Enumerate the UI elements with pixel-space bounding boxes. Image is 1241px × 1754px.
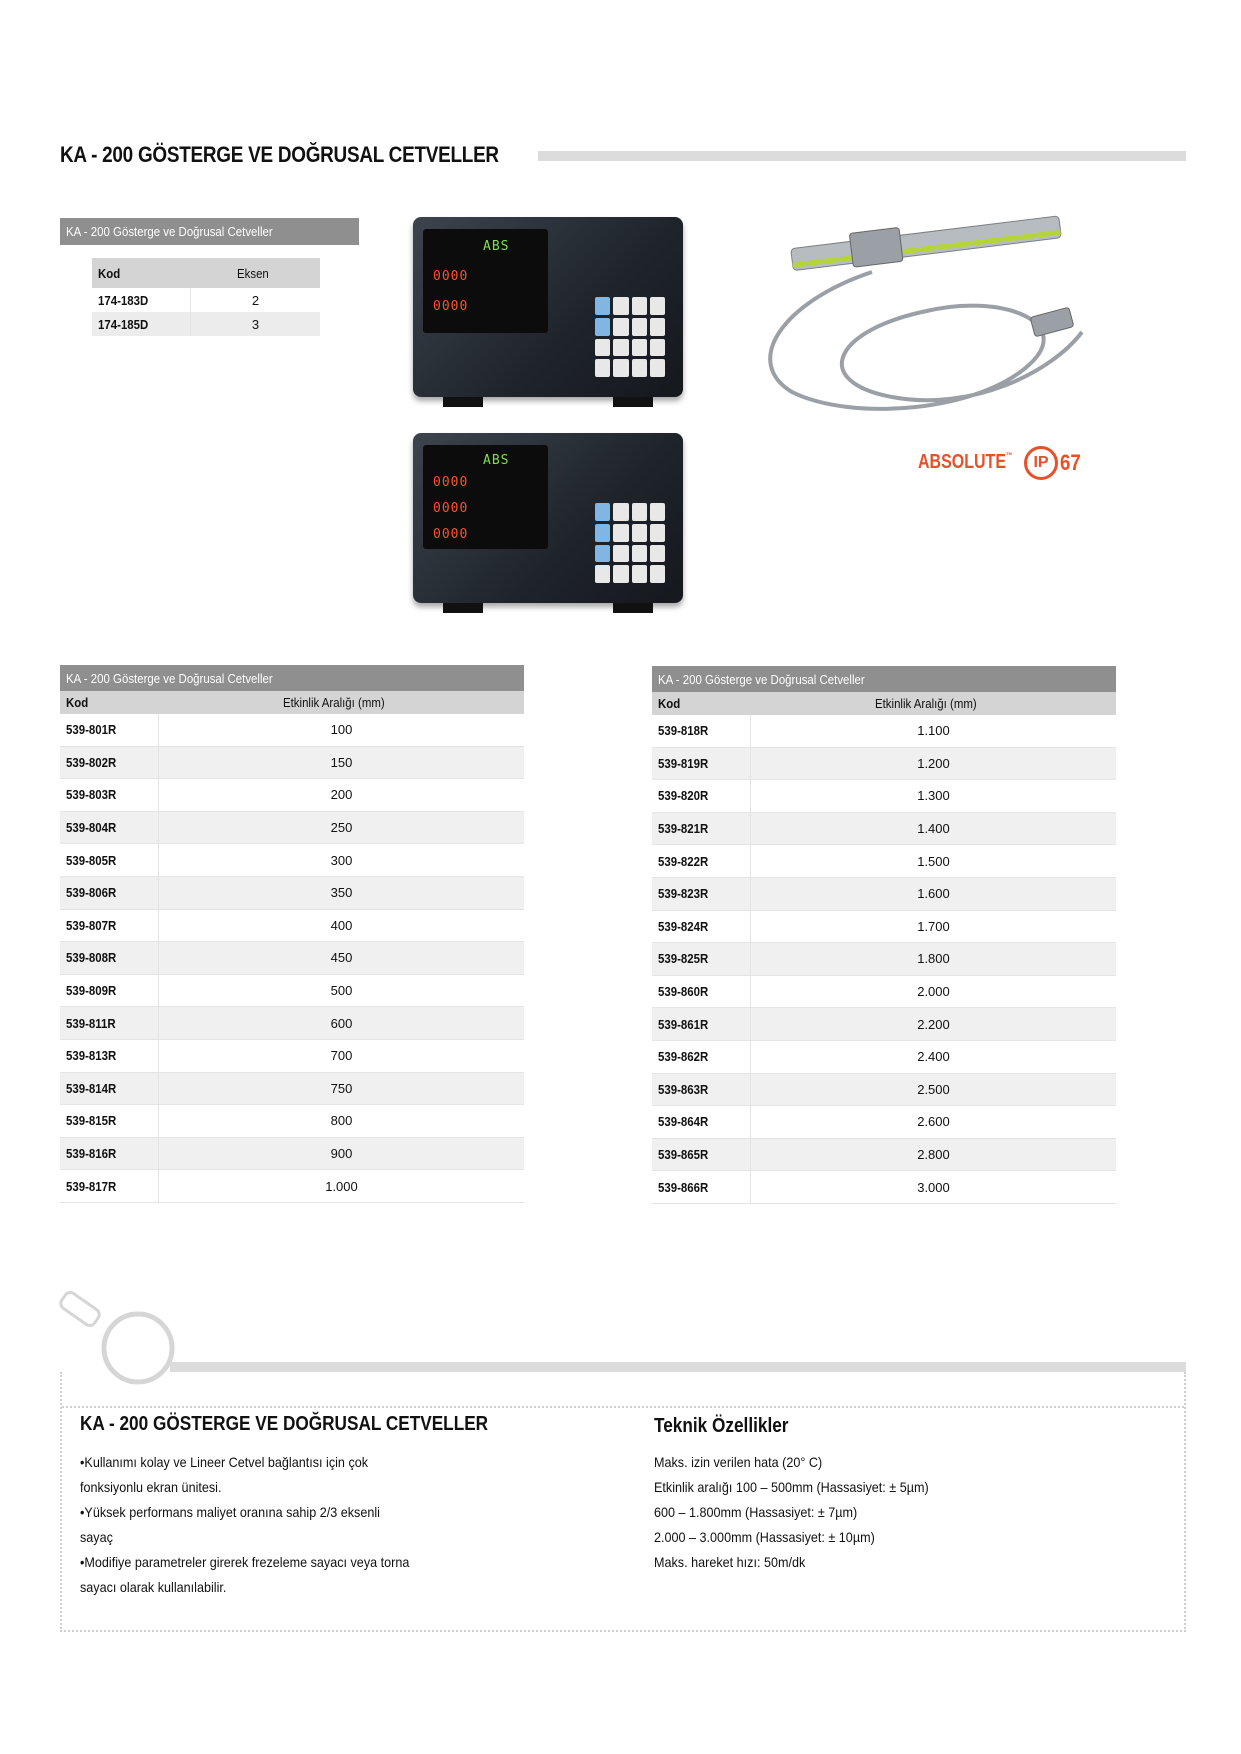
spec-line: Maks. izin verilen hata (20° C) xyxy=(654,1454,823,1470)
row-code xyxy=(652,1040,751,1073)
axis-table-header-axis xyxy=(191,258,321,288)
row-code xyxy=(652,1138,751,1171)
row-code-text: 539-801R xyxy=(66,722,117,738)
table-row xyxy=(60,909,524,942)
range-table-right-header xyxy=(652,692,1116,715)
row-code-text: 539-808R xyxy=(66,950,117,966)
row-code xyxy=(60,1170,159,1203)
row-code-text: 539-817R xyxy=(66,1178,117,1194)
row-code-text: 539-864R xyxy=(658,1114,709,1130)
table-row xyxy=(60,779,524,812)
row-code-text: 174-185D xyxy=(98,316,149,332)
row-value: 2.000 xyxy=(751,975,1117,1008)
row-code-text: 539-860R xyxy=(658,984,709,1000)
axis-table-header xyxy=(92,258,320,288)
table-row xyxy=(652,1040,1116,1073)
row-code xyxy=(60,1007,159,1040)
row-code-text: 539-819R xyxy=(658,755,709,771)
table-row xyxy=(60,844,524,877)
row-value: 1.800 xyxy=(751,943,1117,976)
table-row xyxy=(60,1072,524,1105)
header-code-text: Kod xyxy=(98,265,121,281)
row-code-text: 174-183D xyxy=(98,292,149,308)
row-value: 750 xyxy=(159,1072,525,1105)
row-code-text: 539-813R xyxy=(66,1048,117,1064)
row-code xyxy=(652,747,751,780)
row-value: 100 xyxy=(159,714,525,746)
table-row xyxy=(652,1138,1116,1171)
row-code-text: 539-822R xyxy=(658,853,709,869)
row-code xyxy=(652,812,751,845)
feature-line: •Yüksek performans maliyet oranına sahip 2/3 eksenli xyxy=(80,1504,380,1520)
table-row xyxy=(652,845,1116,878)
table-row xyxy=(60,811,524,844)
title-rule xyxy=(538,151,1186,161)
row-code xyxy=(652,975,751,1008)
ip-rating: 67 xyxy=(1060,450,1081,475)
row-code-text: 539-824R xyxy=(658,918,709,934)
row-value: 300 xyxy=(159,844,525,877)
lower-rule xyxy=(170,1362,1186,1372)
row-code xyxy=(60,714,159,746)
range-table-right-caption xyxy=(652,666,1116,692)
row-code xyxy=(60,942,159,975)
row-value: 1.700 xyxy=(751,910,1117,943)
table-row xyxy=(92,288,320,312)
row-value: 1.600 xyxy=(751,877,1117,910)
row-value: 2.600 xyxy=(751,1106,1117,1139)
row-code-text: 539-809R xyxy=(66,983,117,999)
header-code xyxy=(60,691,159,714)
table-row xyxy=(60,1039,524,1072)
table-row xyxy=(652,975,1116,1008)
row-code-text: 539-815R xyxy=(66,1113,117,1129)
row-value: 3.000 xyxy=(751,1171,1117,1204)
spec-line: 600 – 1.800mm (Hassasiyet: ± 7µm) xyxy=(654,1504,858,1520)
row-code-text: 539-825R xyxy=(658,951,709,967)
row-code xyxy=(60,844,159,877)
keypad xyxy=(595,503,665,583)
feature-line: fonksiyonlu ekran ünitesi. xyxy=(80,1479,222,1495)
header-range-text: Etkinlik Aralığı (mm) xyxy=(283,695,386,710)
table-row xyxy=(60,1007,524,1040)
table-row xyxy=(652,812,1116,845)
row-code-text: 539-865R xyxy=(658,1147,709,1163)
spec-line: Etkinlik aralığı 100 – 500mm (Hassasiyet: ± 5µm) xyxy=(654,1479,929,1495)
row-code xyxy=(652,845,751,878)
range-table-right xyxy=(652,666,1116,1204)
abs-led: ABS xyxy=(483,239,510,254)
row-code xyxy=(60,1105,159,1138)
row-code-text: 539-820R xyxy=(658,788,709,804)
row-code xyxy=(652,910,751,943)
table-row xyxy=(652,910,1116,943)
abs-led: ABS xyxy=(483,453,510,468)
linear-scale-image xyxy=(752,212,1092,432)
row-value: 2.800 xyxy=(751,1138,1117,1171)
row-code-text: 539-806R xyxy=(66,885,117,901)
row-code-text: 539-816R xyxy=(66,1146,117,1162)
row-code-text: 539-823R xyxy=(658,886,709,902)
row-code xyxy=(652,877,751,910)
table-row xyxy=(60,974,524,1007)
range-table-left-caption xyxy=(60,665,524,691)
row-code-text: 539-802R xyxy=(66,754,117,770)
axis-y-led: 0000 xyxy=(433,299,469,314)
row-value: 150 xyxy=(159,746,525,779)
row-value: 1.300 xyxy=(751,780,1117,813)
row-code xyxy=(60,746,159,779)
axis-table-caption-text: KA - 200 Gösterge ve Doğrusal Cetveller xyxy=(66,224,273,239)
table-row xyxy=(652,1106,1116,1139)
range-table-left xyxy=(60,665,524,1203)
row-code-text: 539-863R xyxy=(658,1081,709,1097)
row-value: 1.100 xyxy=(751,715,1117,747)
range-table-left-header xyxy=(60,691,524,714)
header-range-text: Etkinlik Aralığı (mm) xyxy=(875,696,978,711)
table-row xyxy=(60,1105,524,1138)
table-row xyxy=(652,877,1116,910)
row-value: 2.500 xyxy=(751,1073,1117,1106)
table-row xyxy=(652,780,1116,813)
table-row xyxy=(60,1137,524,1170)
row-value: 1.500 xyxy=(751,845,1117,878)
row-code xyxy=(60,1039,159,1072)
row-code-text: 539-814R xyxy=(66,1080,117,1096)
table-row xyxy=(92,312,320,336)
row-value: 2 xyxy=(191,288,321,312)
ip-badge: IP xyxy=(1024,446,1058,480)
table-row xyxy=(60,746,524,779)
row-code xyxy=(92,312,191,336)
row-value: 1.400 xyxy=(751,812,1117,845)
row-value: 2.200 xyxy=(751,1008,1117,1041)
row-code-text: 539-861R xyxy=(658,1016,709,1032)
feature-line: •Kullanımı kolay ve Lineer Cetvel bağlantısı için çok xyxy=(80,1454,369,1470)
axis-y-led: 0000 xyxy=(433,501,469,516)
row-code xyxy=(652,1171,751,1204)
row-value: 1.200 xyxy=(751,747,1117,780)
feature-list xyxy=(80,1450,458,1600)
page-title: KA - 200 GÖSTERGE VE DOĞRUSAL CETVELLER xyxy=(60,142,499,167)
table-row xyxy=(60,714,524,746)
axis-x-led: 0000 xyxy=(433,269,469,284)
row-code xyxy=(652,1106,751,1139)
description-divider xyxy=(62,1406,1184,1408)
absolute-badge-tm: ™ xyxy=(1006,451,1013,460)
table-row xyxy=(60,1170,524,1203)
row-value: 900 xyxy=(159,1137,525,1170)
spec-line: Maks. hareket hızı: 50m/dk xyxy=(654,1554,806,1570)
feature-line: •Modifiye parametreler girerek frezeleme sayacı veya torna xyxy=(80,1554,410,1570)
row-code xyxy=(652,715,751,747)
row-code xyxy=(60,1072,159,1105)
header-code-text: Kod xyxy=(66,695,89,710)
row-code xyxy=(652,943,751,976)
table-row xyxy=(652,1008,1116,1041)
display-screen xyxy=(423,229,548,333)
row-value: 350 xyxy=(159,876,525,909)
table-row xyxy=(652,715,1116,747)
table-row xyxy=(60,942,524,975)
row-code xyxy=(60,909,159,942)
row-code xyxy=(60,974,159,1007)
row-code-text: 539-862R xyxy=(658,1049,709,1065)
row-value: 2.400 xyxy=(751,1040,1117,1073)
header-range xyxy=(751,692,1117,715)
axis-table xyxy=(92,258,320,336)
absolute-badge xyxy=(918,451,1012,474)
keypad xyxy=(595,297,665,377)
row-code-text: 539-805R xyxy=(66,852,117,868)
row-value: 400 xyxy=(159,909,525,942)
spec-title: Teknik Özellikler xyxy=(654,1415,789,1437)
row-value: 700 xyxy=(159,1039,525,1072)
row-code-text: 539-807R xyxy=(66,917,117,933)
row-value: 800 xyxy=(159,1105,525,1138)
row-value: 250 xyxy=(159,811,525,844)
table-row xyxy=(652,1073,1116,1106)
row-value: 500 xyxy=(159,974,525,1007)
table-row xyxy=(652,943,1116,976)
row-code xyxy=(652,780,751,813)
row-code-text: 539-818R xyxy=(658,723,709,739)
table-row xyxy=(60,876,524,909)
row-value: 450 xyxy=(159,942,525,975)
table-row xyxy=(652,1171,1116,1204)
display-screen xyxy=(423,445,548,549)
row-code xyxy=(652,1073,751,1106)
feature-line: sayacı olarak kullanılabilir. xyxy=(80,1579,227,1595)
header-code-text: Kod xyxy=(658,696,681,711)
axis-x-led: 0000 xyxy=(433,475,469,490)
axis-table-header-code xyxy=(92,258,191,288)
row-code-text: 539-866R xyxy=(658,1179,709,1195)
row-code xyxy=(652,1008,751,1041)
row-code-text: 539-821R xyxy=(658,821,709,837)
row-value: 600 xyxy=(159,1007,525,1040)
spec-line: 2.000 – 3.000mm (Hassasiyet: ± 10µm) xyxy=(654,1529,875,1545)
display-unit-3-axis-image xyxy=(413,433,683,603)
feature-line: sayaç xyxy=(80,1529,113,1545)
row-code-text: 539-803R xyxy=(66,787,117,803)
header-range xyxy=(159,691,525,714)
axis-z-led: 0000 xyxy=(433,527,469,542)
caption-text: KA - 200 Gösterge ve Doğrusal Cetveller xyxy=(658,671,865,687)
axis-table-caption xyxy=(60,218,359,245)
caption-text: KA - 200 Gösterge ve Doğrusal Cetveller xyxy=(66,670,273,686)
row-code xyxy=(60,1137,159,1170)
absolute-badge-text: ABSOLUTE xyxy=(918,451,1006,473)
header-code xyxy=(652,692,751,715)
row-code-text: 539-811R xyxy=(66,1015,116,1031)
row-value: 3 xyxy=(191,312,321,336)
spec-list xyxy=(654,1450,1032,1575)
description-title: KA - 200 GÖSTERGE VE DOĞRUSAL CETVELLER xyxy=(80,1413,489,1435)
row-code xyxy=(60,779,159,812)
header-axis-text: Eksen xyxy=(237,265,269,281)
table-row xyxy=(652,747,1116,780)
row-code-text: 539-804R xyxy=(66,820,117,836)
row-code xyxy=(60,811,159,844)
row-value: 1.000 xyxy=(159,1170,525,1203)
row-value: 200 xyxy=(159,779,525,812)
row-code xyxy=(92,288,191,312)
row-code xyxy=(60,876,159,909)
display-unit-2-axis-image xyxy=(413,217,683,397)
